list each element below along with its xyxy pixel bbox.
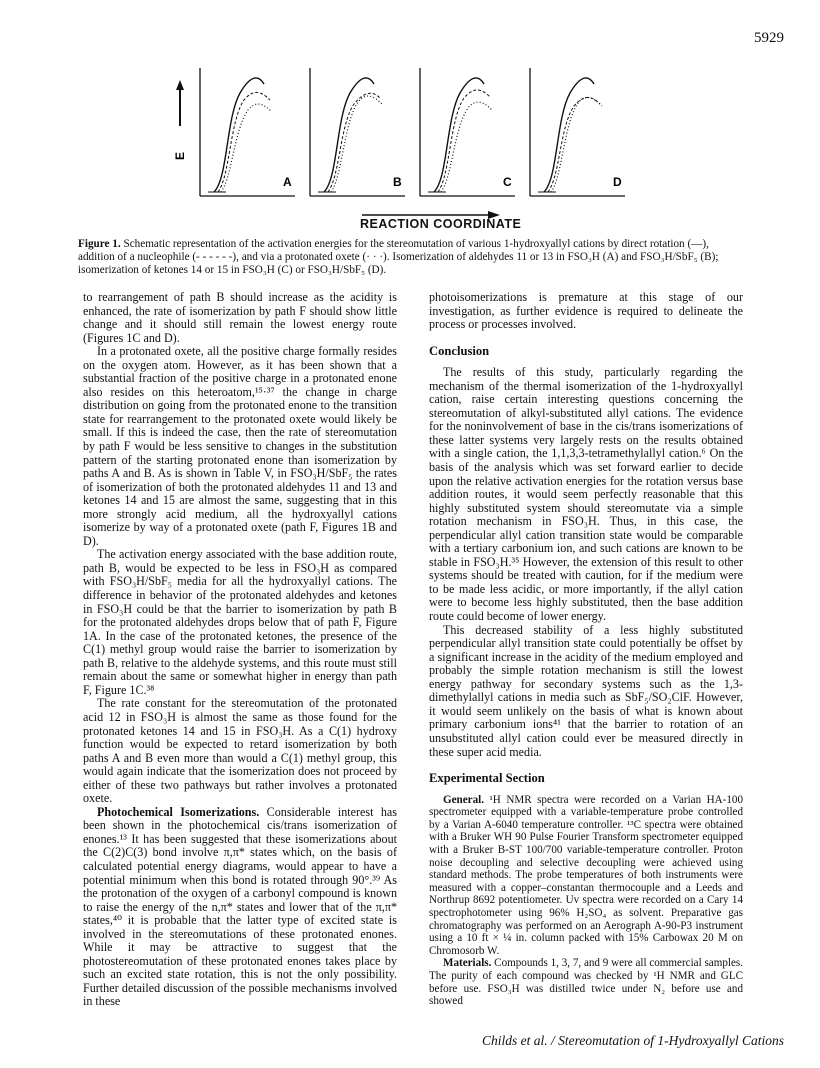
paragraph-text: Considerable interest has been shown in the photochemical cis/trans isomerization of enones.¹³ It has been suggested that these isomerizations about the C(2)C(3) bond involve π,π* states which, on the basis of calculated potential energy diagrams, would appear to have a potential minimum when this bond is rotated through 90°.³⁹ As the protonation of the oxygen of a carbonyl compound is known to raise the energy of the n,π* states and lower that of the π,π* states,⁴⁰ it is probable that the latter type of excited state is involved in the stereomutations of these protonated enones. While it may be attractive to suggest that the photostereomutation of these protonated enones takes place by such an excited state rotation, this is not the only possibility. Further detailed discussion of the possible mechanisms involved in these bbox=[83, 804, 397, 1009]
figure-caption bbox=[78, 238, 744, 276]
paragraph bbox=[83, 806, 397, 1009]
paragraph-text: ¹H NMR spectra were recorded on a Varian HA-100 spectrometer equipped with a variable-temperature probe controlled by a Varian A-6040 temperature controller. ¹³C spectra were obtained with a Bruker WH 90 Pulse Fourier Transform spectrometer equipped with a Bruker B-ST 100/700 variable-temperature controller. Proton noise decoupling and selective decoupling were achieved using standard methods. The probe temperatures of both instruments were measured with a copper–constantan thermocouple and a Leeds and Northrup 8692 potentiometer. Uv spectra were recorded on a Cary 14 spectrophotometer using 96% H₂SO₄ as solvent. Preparative gas chromatography was performed on an Aerograph A-90-P3 instrument using a 10 ft × ¼ in. column packed with 15% Carbowax 20 M on Chromosorb W. bbox=[429, 793, 743, 957]
paragraph: The activation energy associated with the base addition route, path B, would be expected to be less in FSO₃H as compared with FSO₃H/SbF₅ media for all the hydroxyallyl cations. The difference in behavior of the protonated aldehydes and ketones in FSO₃H could be that the barrier to isomerization by path B for the protonated aldehydes drops below that of path F, Figure 1A. In the case of the protonated ketones, the presence of the C(1) methyl group would raise the barrier to isomerization by path B, relative to the aldehyde systems, and this route must still remain about the same or somewhat higher in energy than path F, Figure 1C.³⁸ bbox=[83, 547, 397, 697]
energy-axis bbox=[173, 80, 187, 160]
panel-label: A bbox=[283, 175, 292, 189]
running-footer: Childs et al. / Stereomutation of 1-Hydroxyallyl Cations bbox=[482, 1033, 784, 1048]
paragraph: The results of this study, particularly regarding the mechanism of the thermal isomerization of the 1-hydroxyallyl cation, raise certain interesting questions concerning the stereomutation of alkyl-substituted allyl cations. The evidence for the noninvolvement of base in the cis/trans isomerizations of these latter systems very largely rests on the results obtained with a single cation, the 1,1,3,3-tetramethylallyl cation.⁶ On the basis of the analysis which was set forward earlier to decide upon the relative activation energies for the rotation versus base addition routes, it would seem perfectly reasonable that this highly substituted system should stereomutate via a simple rotation mechanism in FSO₃H. Thus, in this case, the perpendicular allyl cation transition state would be comparable with a tertiary carbonium ion, and such cations are known to be stable in FSO₃H.³⁵ However, the extension of this result to other systems should be treated with caution, for if the medium were to be made less acidic, or more importantly, if the allyl cation were to become less highly substituted, then the base addition route could become of lower energy. bbox=[429, 365, 743, 624]
conclusion-heading: Conclusion bbox=[429, 343, 490, 358]
paragraph: photoisomerizations is premature at this stage of our investigation, as further evidence is required to delineate the process or processes involved. bbox=[429, 290, 743, 332]
panel-d bbox=[530, 68, 625, 196]
panel-b bbox=[310, 68, 405, 196]
paragraph-text: Compounds 1, 3, 7, and 9 were all commercial samples. The purity of each compound was checked by ¹H NMR and GLC before use. FSO₃H was distilled twice under N₂ before use and showed bbox=[429, 957, 743, 1008]
general-runin: General. bbox=[443, 793, 484, 806]
section-runin-heading: Photochemical Isomerizations. bbox=[97, 804, 260, 819]
energy-panels bbox=[200, 68, 625, 196]
figure-caption-text: Schematic representation of the activation energies for the stereomutation of various 1-hydroxyallyl cations by direct rotation (—), addition of a nucleophile (- - - - - -), and via a protonated oxete (· · ·). Isomerization of aldehydes 11 or 13 in FSO₃H (A) and FSO₃H/SbF₅ (B); isomerization of ketones 14 or 15 in FSO₃H (C) or FSO₃H/SbF₅ (D). bbox=[78, 238, 719, 276]
right-column bbox=[429, 291, 743, 1008]
panel-c bbox=[420, 68, 515, 196]
panel-label: C bbox=[503, 175, 512, 189]
panel-label: B bbox=[393, 175, 402, 189]
experimental-heading: Experimental Section bbox=[429, 771, 545, 786]
left-column bbox=[83, 291, 397, 1009]
panel-label: D bbox=[613, 175, 622, 189]
energy-axis-label: E bbox=[173, 151, 187, 160]
paragraph: to rearrangement of path B should increase as the acidity is enhanced, the rate of isomerization by path F should show little change and it should still remain the lowest energy route (Figures 1C and D). bbox=[83, 290, 397, 345]
paragraph bbox=[429, 957, 743, 1007]
page-number: 5929 bbox=[754, 30, 784, 46]
paragraph: This decreased stability of a less highly substituted perpendicular allyl transition state could potentially be offset by a significant increase in the acidity of the medium employed and probably the simple rotation mechanism is still the lowest energy pathway for secondary systems such as the 1,3-dimethylallyl cations in media such as SbF₅/SO₂ClF. However, it would seem unlikely on the basis of what is known about primary carbonium ions⁴¹ that the barrier to rotation of an unsubstituted allyl cation could ever be measured directly in these super acid media. bbox=[429, 622, 743, 759]
reaction-coordinate-label: REACTION COORDINATE bbox=[360, 217, 522, 231]
paragraph bbox=[429, 794, 743, 958]
figure-caption-label: Figure 1. bbox=[78, 238, 121, 250]
materials-runin: Materials. bbox=[443, 957, 492, 970]
panel-a bbox=[200, 68, 295, 196]
paragraph: The rate constant for the stereomutation of the protonated acid 12 in FSO₃H is almost the same as those found for the protonated ketones 14 and 15 in FSO₃H. As a C(1) hydroxy function would be expected to retard isomerization by both paths A and B even more than would a C(1) methyl group, this would again indicate that the isomerization does not proceed by either of these two pathways but rather involves a protonated oxete. bbox=[83, 696, 397, 806]
figure-1 bbox=[170, 58, 650, 228]
paragraph: In a protonated oxete, all the positive charge formally resides on the oxygen atom. However, as it has been shown that a substantial fraction of the positive charge in a protonated enone also resides on this heteroatom,¹⁵·³⁷ the change in charge distribution on going from the protonated enone to the transition state for rearrangement to the protonated oxete would likely be small. If this is indeed the case, then the rate of stereomutation by path F would be less sensitive to changes in the substitution pattern of the starting protonated enone than isomerization by paths A and B. As is shown in Table V, in FSO₃H/SbF₅ the rates of isomerization of both the protonated aldehydes 11 and 13 and ketones 14 and 15 are almost the same, suggesting that in this more strongly acid medium, all the hydroxyallyl cations isomerize by way of a protonated oxete (path F, Figures 1B and D). bbox=[83, 344, 397, 548]
